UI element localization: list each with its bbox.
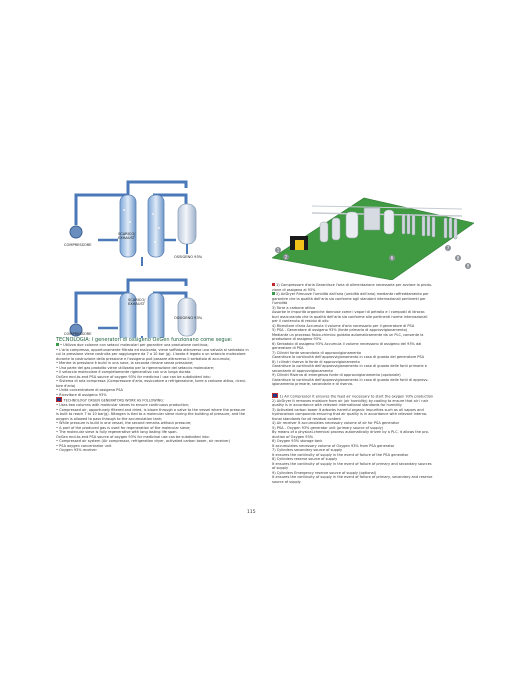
it-comp-11: Mediante un processo fisico-chimico guidata automaticamente da un PLC, consente la <box>272 332 424 337</box>
en-line-6: • The molecular sieve is fully regenerative with long lasting life span. <box>56 430 178 435</box>
bottom-compressor-label: COMPRESSORE <box>64 332 92 336</box>
it-comp-1: zione di ossigeno al 93% <box>272 287 316 292</box>
sieve-column-b <box>148 195 164 257</box>
en-line-0: • Uses two columns with molecular sieves to ensure continuous production; <box>56 403 190 408</box>
it-comp-20: 9) Cilindri Riserva di emergenza fonte di approvvigionamento (opzionale) <box>272 373 401 377</box>
it-line-0: • Utilizza due colonne con setacci molecolari per garantire una produzione continua; <box>56 343 256 348</box>
left-text-column <box>56 337 256 453</box>
en-line-10: • Oxygen 93% receiver <box>56 448 97 453</box>
it-comp-12: produzione di ossigeno 93% <box>272 337 322 341</box>
it-comp-2: 2) AirDryer Rimuove l'umidità dall'aria (umidità dell'aria) mediante raffreddamento per <box>272 292 460 297</box>
it-line-8: • Sistema di aria compressa (Compressore d'aria, essiccatore a refrigerazione, torre a carbone attivo, ricevi- <box>56 379 247 383</box>
it-comp-17: 8) I cilindri riserva la fonte di approvvigionamento <box>272 359 360 364</box>
callout-6: 6 <box>390 255 394 261</box>
en-comp-12: 7) Cylinders secondary source of supply <box>272 448 343 453</box>
it-line-3: durante la costruzione della pressione e l'ossigeno può passare attraverso il serbatoio di accumulo; <box>56 356 231 361</box>
psa-diagram-drawing <box>58 170 258 338</box>
bottom-unit <box>70 280 196 338</box>
en-comp-16: of supply <box>272 466 289 471</box>
en-comp-13: It ensures the continuity of supply in the event of failure of the PSA generator <box>272 452 409 457</box>
en-comp-19: source of supply <box>272 479 301 484</box>
oxygen-tank <box>178 204 196 244</box>
top-compressor-label: COMPRESSORE <box>64 243 92 247</box>
it-line-6: • Il setaccio molecolare è completamente rigenerativo con una lunga durata. <box>56 370 192 374</box>
bottom-exhaust-label-2: EXHAUST <box>128 302 146 306</box>
bottom-output-label: OSSIGENO 93% <box>174 316 203 320</box>
plant-illustration <box>272 178 474 280</box>
en-line-5: • A part of the produced gas is used for regeneration of the molecular sieve; <box>56 425 191 430</box>
en-comp-18: It ensures the continuity of supply in the event of failure of primary, secondary and reserve <box>272 475 433 480</box>
en-components <box>272 393 460 485</box>
en-comp-10: 6) Oxygen 93% storage tank <box>272 439 323 444</box>
tech-heading-en: TECHNOLOGY OXGEN GENERATORS WORK AS FOLLOWING: <box>56 397 256 403</box>
it-comp-19: secondarie di approvvigionamento <box>272 368 333 373</box>
it-comp-10: 5) PSA - Generatore di ossigeno 93% (fonte primaria di approvvigionamento) <box>272 328 408 332</box>
en-comp-3: 3) Activated carbon tower It adsorbs harmful organic impurities such as oil vapors and <box>272 407 424 412</box>
callout-2: 2 <box>284 254 288 260</box>
en-line-3: oxygen is allowed to pass through to the accumulation tank; <box>56 416 163 421</box>
en-description <box>56 403 256 453</box>
top-exhaust-label-1: SCARICO/ <box>118 232 136 236</box>
uk-flag-icon <box>272 393 278 398</box>
en-line-1: • Compressed air, opportunely filtered and dried, is blown through a valve to the vessel where the pressure <box>56 407 246 412</box>
sieve-column-a <box>120 195 136 257</box>
uk-flag-icon <box>56 397 62 402</box>
top-exhaust-label-2: EXHAUST <box>118 236 136 240</box>
en-line-9: • PSA oxygen concentrator unit <box>56 443 112 448</box>
it-comp-14: generatore di PSA <box>272 346 304 350</box>
en-line-7: OxGen end-to-end PSA source of oxygen 93% for medicinal use can be subdivided into: <box>56 434 210 439</box>
en-comp-7: 5) PSA - Oxygen 93% generator unit (primary source of supply) <box>272 425 384 430</box>
en-comp-8: By means of a physical-chemical process automatically driven by a PLC, it allows the pro- <box>272 430 430 435</box>
en-comp-0: 1) Air Compressor It ensures the feed air necessary to start the oxygen 93% production <box>272 393 460 399</box>
it-comp-21: Garantisce la continuità dell'approvvigionamento in caso di guasto delle fonti di approvv- <box>272 377 429 382</box>
it-comp-13: 6) Serbatoio di ossigeno 93% Accumula il volume necessario di ossigeno del 93% dal <box>272 341 422 346</box>
italy-flag-icon <box>272 283 275 286</box>
callout-7: 7 <box>446 245 450 251</box>
right-text-column <box>272 283 460 484</box>
bottom-exhaust-label-1: SCARICO/ <box>128 298 146 302</box>
it-comp-7: buri assicurando che la qualità dell'aria sia conforme alle pertinenti norme internazionali <box>272 314 428 319</box>
callout-9: 9 <box>466 263 470 269</box>
en-comp-15: It ensures the continuity of supply in the event of failure of primary and secondary sources <box>272 461 432 466</box>
it-comp-8: per il contenuto di residui di olio <box>272 319 329 323</box>
it-line-10: • Unità concentratore di ossigeno PSA <box>56 388 123 392</box>
it-comp-16: Garantisce la continuità dell'approvvigionamento in caso di guasto del generatore PSA <box>272 355 425 359</box>
en-comp-17: 9) Cylinders Emergency reserve source of supply (optional) <box>272 470 377 475</box>
it-comp-9: 4) Ricevitore d'aria Accumula il volume d'aria necessario per il generatore di PSA <box>272 323 415 328</box>
it-comp-22: igionamento primarie, secondarie e di riserva. <box>272 382 354 386</box>
en-comp-1: 2) AirDryer It removes moisture from air (air humidity) by cooling to ensure that air i nair <box>272 398 429 403</box>
page-number: 115 <box>247 510 256 515</box>
it-line-11: • Ricevitore di ossigeno 93% <box>56 392 107 397</box>
top-output-label: OSSIGENO 93% <box>174 255 203 259</box>
tech-heading-it: TECNOLOGIA: I generatori di ossigeno OxGen funzionano come segue: <box>56 337 233 343</box>
it-comp-18: Garantisce la continuità dell'approvvigionamento in caso di guasto delle fonti primarie e <box>272 364 427 368</box>
it-line-7: OxGen end-to-end PSA source of oxygen 93% for medicina l use can be subdivided into: <box>56 374 211 379</box>
en-comp-2: quality is in accordance with relevant international standards for humidity <box>272 403 402 408</box>
en-comp-11: It accumulates necessary volume of Oxygen 93% from PSA generator <box>272 443 395 448</box>
it-line-1: • L'aria compressa, opportunamente filtrata ed essiccata, viene soffiata attraverso una valvola al serbatoio in <box>56 347 249 352</box>
it-line-5: • Una parte del gas prodotto viene utilizzata per la rigenerazione del setaccio molecolare; <box>56 365 215 370</box>
en-line-2: is built to reach 7 to 10 bar(g). Nitrogen is tied to a molecular sieve during the building of pressure, and the <box>56 412 246 417</box>
plant-drawing <box>272 178 474 280</box>
compressor-icon <box>70 226 82 238</box>
top-unit <box>70 182 196 266</box>
en-comp-5: tional standards for oil residual content <box>272 416 341 421</box>
it-comp-3: garantire che la qualità dell'aria sia conforme agli standard internazionali pertinenti per <box>272 296 426 301</box>
callout-8: 8 <box>456 255 460 261</box>
en-comp-6: 4) Air receiver It accumulates necessary volume of air for PSA generator <box>272 421 400 426</box>
en-comp-9: duction of Oxygen 93% <box>272 434 314 439</box>
it-comp-4: l'umidità <box>272 301 288 305</box>
en-comp-14: 8) Cylinders reserve source of supply <box>272 457 338 462</box>
it-comp-15: 7) Cilindri fonte secondaria di approvvigionamento <box>272 350 362 355</box>
en-comp-4: hydrocarbon compounds ensuring that air quality is in accordance with relevant interna- <box>272 412 428 417</box>
it-line-2: cui la pressione viene costruita per raggiungere da 7 a 10 bar (g). L'azoto è legato a un setaccio molecolare <box>56 352 246 356</box>
callout-1: 1 <box>276 247 280 253</box>
it-comp-5: 3) Torre a carbone attivo <box>272 305 316 310</box>
it-line-4: • Mentre la pressione è build in una nave, la seconda rimane senza pressione; <box>56 361 194 365</box>
en-line-4: • While pressure is build in one vessel, the second remains without pressure; <box>56 421 192 426</box>
en-line-8: • Compressed air system (Air compressor, refrigeration dryer, activated carbon tower, air receiver) <box>56 439 231 444</box>
italy-flag-icon <box>56 343 59 346</box>
it-description <box>56 343 256 397</box>
it-comp-6: Assorbe le impurità organiche dannose come i vapori di petrolio e i composti di idrocar- <box>272 310 426 314</box>
it-comp-0: 1) Compressore d'aria Garantisce l'aria di alimentazione necessaria per avviare la produ- <box>272 283 460 288</box>
psa-diagram <box>58 170 258 338</box>
it-components <box>272 283 460 387</box>
it-line-9: tore d'aria) <box>56 383 76 388</box>
